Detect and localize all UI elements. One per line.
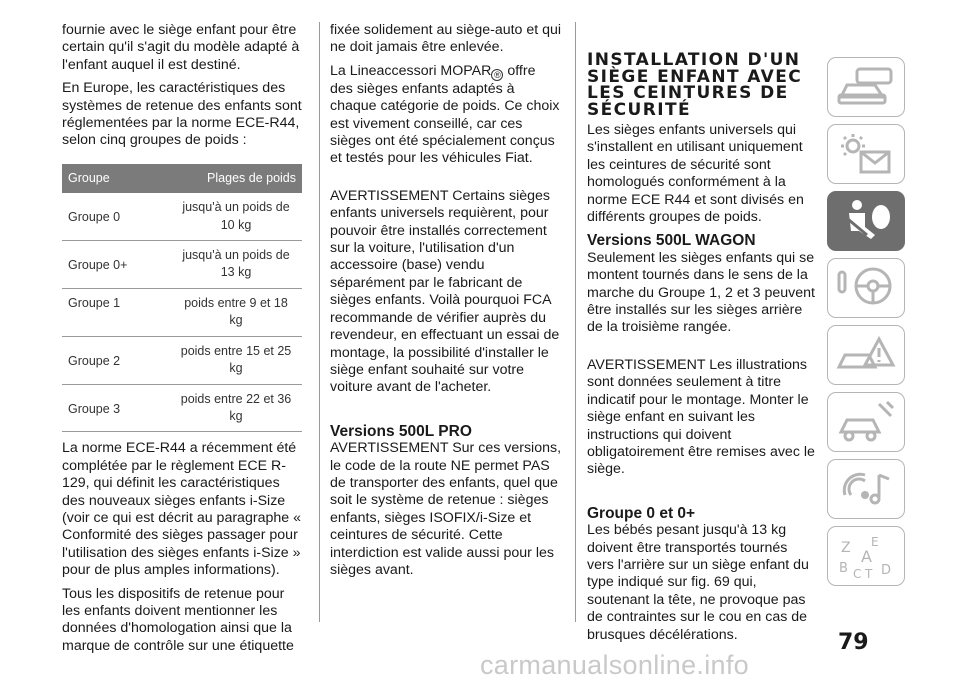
index-letter: A [861,547,872,566]
section-heading: Versions 500L WAGON [587,232,756,250]
group-cell: Groupe 1 [62,288,170,336]
section-heading: Versions 500L PRO [330,422,472,440]
section-title: INSTALLATION D'UN SIÈGE ENFANT AVEC LES CEINTURES DE SÉCURITÉ [587,50,803,120]
seat-airbag-icon [835,197,897,245]
tab-emergency[interactable] [827,325,905,385]
tab-seat-airbag[interactable] [827,191,905,251]
paragraph: La norme ECE-R44 a récemment été complétée par le règlement ECE R-129, qui définit les caractéristiques des nouveaux sièges enfants i-Size (voir ce qui est décrit au paragraphe « Conformité des sièges passager pour l'utilisation des sièges enfants i-Size » pour de plus amples informations). [62,440,301,579]
warning-paragraph: AVERTISSEMENT Sur ces versions, le code de la route NE permet PAS de transporter des enfants, quel que soit le système de retenue : sièges enfants, sièges ISOFIX/i-Size et ceintures de sécurité. Cette interdiction est valide aussi pour les sièges avant. [330,440,562,578]
paragraph: Tous les dispositifs de retenue pour les enfants doivent mentionner les données d'homologation ainsi que la marque de contrôle sur une étiquette [62,585,294,654]
paragraph: fixée solidement au siège-auto et qui ne doit jamais être enlevée. [330,22,562,56]
mopar-text-rest: offre des sièges enfants adaptés à chaque catégorie de poids. Ce choix est vivement conseillé, car ces sièges ont été spécialement conçus et testés pour les véhicules Fiat. [330,62,560,167]
tab-index[interactable] [827,526,905,586]
group-cell: Groupe 0 [62,193,170,240]
chapter-tabs [827,57,907,593]
table-row [62,336,302,384]
watermark: carmanualsonline.info [480,650,749,680]
table-row [62,193,302,240]
warning-paragraph: AVERTISSEMENT Les illustrations sont données seulement à titre indicatif pour le montage. Monter le siège enfant en suivant les instructions qui doivent obligatoirement être remises avec le siège. [587,356,815,478]
column-header-weight: Plages de poids [170,164,302,193]
tab-steering[interactable] [827,258,905,318]
paragraph: Seulement les sièges enfants qui se montent tournés dans le sens de la marche du Groupe 1, 2 et 3 peuvent être installés sur les sièges arrière de la troisième rangée. [587,249,815,336]
warning-lights-icon [835,130,897,178]
column-divider [575,22,576,622]
paragraph-mopar [330,63,562,168]
car-dashboard-icon [835,63,897,111]
table-row [62,241,302,289]
index-letter: D [881,563,892,578]
index-letter: T [865,567,873,580]
column-2 [330,22,562,585]
weight-cell: poids entre 15 et 25 kg [170,336,302,384]
steering-wheel-icon [835,264,897,312]
alphabetical-index-icon [835,532,897,580]
column-divider [319,22,320,622]
weight-cell: poids entre 22 et 36 kg [170,384,302,432]
index-letter: B [839,561,848,576]
group-cell: Groupe 2 [62,336,170,384]
mopar-text: La Lineaccessori MOPAR [330,62,492,79]
tab-multimedia[interactable] [827,459,905,519]
paragraph: Les sièges enfants universels qui s'installent en utilisant uniquement les ceintures de sécurité sont homologués conformément à la norme ECE R44 et sont divisés en différents groupes de poids. [587,122,804,226]
tab-dashboard[interactable] [827,57,905,117]
column-3 [587,52,817,650]
weight-groups-table [62,164,302,432]
group-cell: Groupe 0+ [62,241,170,289]
page-number: 79 [838,630,869,655]
paragraph: En Europe, les caractéristiques des systèmes de retenue des enfants sont réglementées par la norme ECE-R44, selon cinq groupes de poids : [62,80,302,149]
column-1 [62,22,302,661]
weight-cell: jusqu'à un poids de 13 kg [170,241,302,289]
group-cell: Groupe 3 [62,384,170,432]
table-row [62,384,302,432]
weight-cell: poids entre 9 et 18 kg [170,288,302,336]
warning-paragraph: AVERTISSEMENT Certains sièges enfants universels requièrent, pour pouvoir être installés correctement sur la voiture, l'utilisation d'un accessoire (base) vendu séparément par le fabricant de sièges enfants. Voilà pourquoi FCA recommande de vérifier auprès du revendeur, en effectuant un essai de montage, la possibilité d'installer le siège enfant souhaité sur votre voiture avant de l'acheter. [330,187,560,396]
paragraph: fournie avec le siège enfant pour être certain qu'il s'agit du modèle adapté à l'enfant auquel il est destiné. [62,22,300,73]
table-header-row [62,164,302,193]
index-letter: E [871,535,879,549]
table-row [62,288,302,336]
index-letter: Z [841,540,851,556]
tab-maintenance[interactable] [827,392,905,452]
registered-mark: ® [491,69,503,81]
car-warning-icon [835,331,897,379]
paragraph: Les bébés pesant jusqu'à 13 kg doivent être transportés tournés vers l'arrière sur un siège enfant du type indiqué sur fig. 69 qui, soutenant la tête, ne provoque pas de contraintes sur le cou en cas de brusques décélérations. [587,522,809,643]
weight-cell: jusqu'à un poids de 10 kg [170,193,302,240]
car-maintenance-icon [835,398,897,446]
tab-warning-lights[interactable] [827,124,905,184]
column-header-group: Groupe [62,164,170,193]
media-navigation-icon [835,465,897,513]
index-letter: C [853,567,862,580]
section-heading: Groupe 0 et 0+ [587,504,696,522]
